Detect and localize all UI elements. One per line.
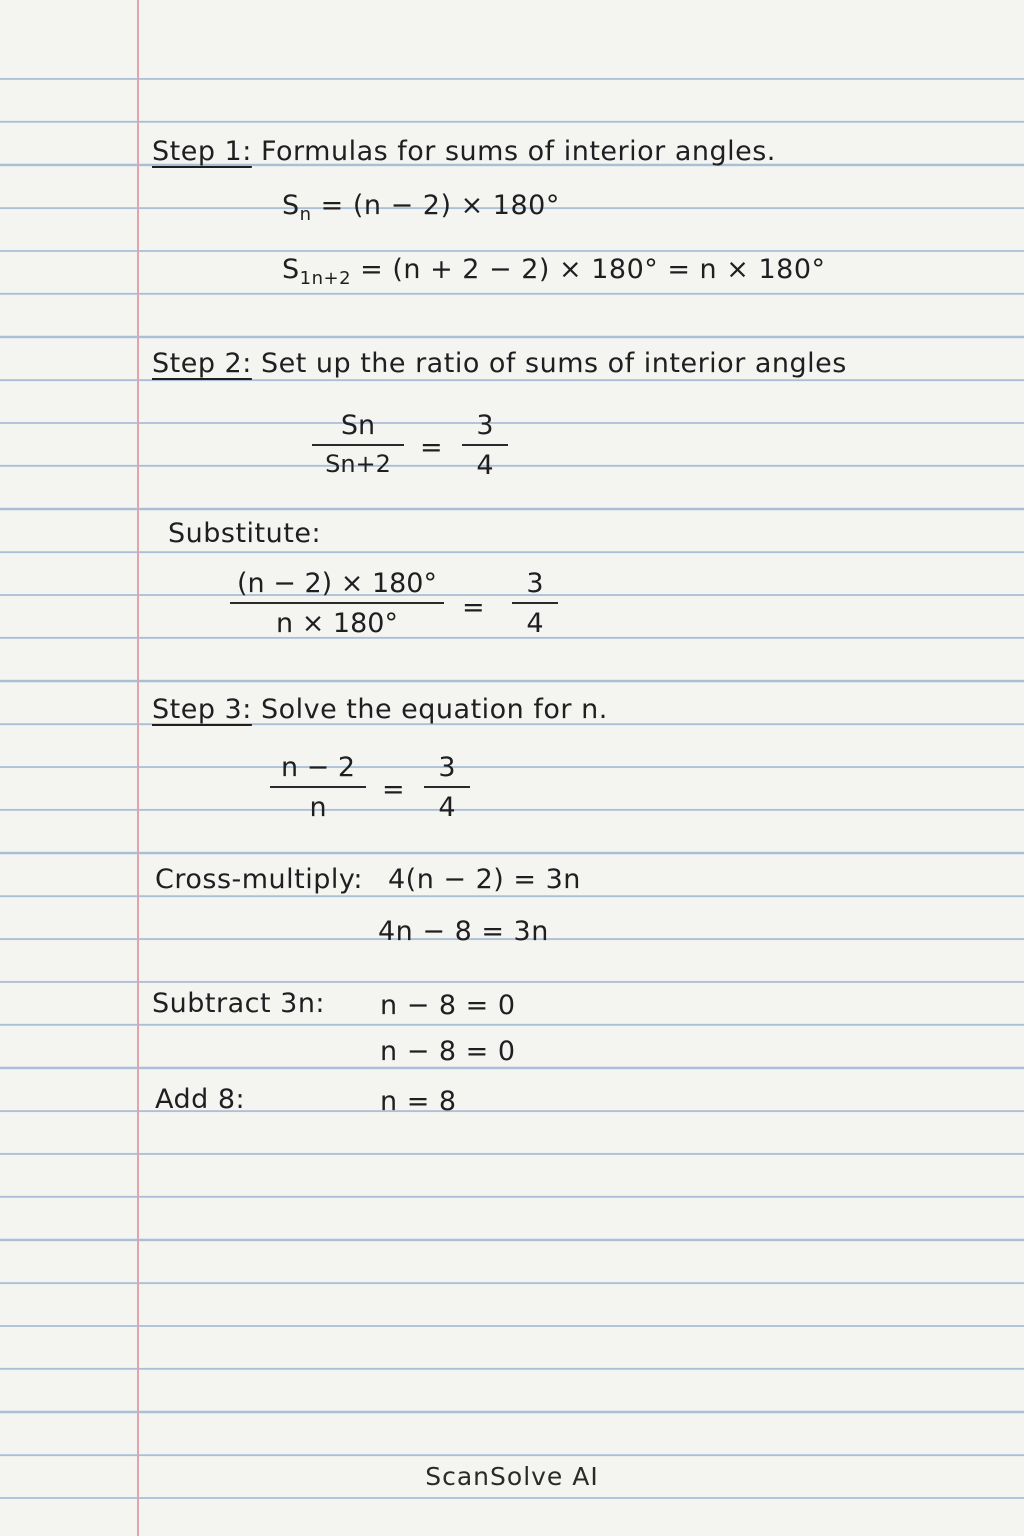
substitute-label: Substitute: <box>168 518 322 549</box>
ratio-rhs-denominator: 4 <box>476 450 494 481</box>
cross-multiply-label: Cross-multiply: <box>155 864 364 895</box>
step1-text: Formulas for sums of interior angles. <box>260 136 776 167</box>
step2-label: Step 2: <box>152 348 252 379</box>
step2-heading <box>152 348 847 379</box>
ratio-fraction <box>312 410 404 478</box>
add-equation: n = 8 <box>380 1086 457 1117</box>
substitute-equals: = <box>462 592 486 623</box>
fraction-bar <box>462 444 508 446</box>
step1-equation-2 <box>282 254 826 289</box>
step1-equation-1 <box>282 190 560 225</box>
substitute-rhs-numerator: 3 <box>526 568 544 599</box>
cross-multiply-equation-2: 4n − 8 = 3n <box>378 916 549 947</box>
cross-multiply-equation-1: 4(n − 2) = 3n <box>388 864 581 895</box>
step3-equals: = <box>382 774 406 805</box>
ratio-equals: = <box>420 432 444 463</box>
step3-heading <box>152 694 608 725</box>
step3-label: Step 3: <box>152 694 252 725</box>
ratio-denominator: Sn+2 <box>325 450 391 478</box>
ratio-numerator: Sn <box>340 410 376 441</box>
step3-text: Solve the equation for n. <box>260 694 608 725</box>
eq1-rhs: = (n − 2) × 180° <box>311 190 560 221</box>
fraction-bar <box>230 602 444 604</box>
step2-text: Set up the ratio of sums of interior angles <box>260 348 847 379</box>
add-label: Add 8: <box>155 1084 246 1115</box>
eq2-subscript: 1n+2 <box>299 268 352 289</box>
fraction-bar <box>312 444 404 446</box>
step1-heading <box>152 136 776 167</box>
subtract-equation-2: n − 8 = 0 <box>380 1036 516 1067</box>
eq2-rhs: = (n + 2 − 2) × 180° = n × 180° <box>351 254 826 285</box>
subtract-equation-1: n − 8 = 0 <box>380 990 516 1021</box>
step1-label: Step 1: <box>152 136 252 167</box>
eq2-lhs: S <box>282 254 300 285</box>
step3-fraction <box>270 752 366 823</box>
subtract-label: Subtract 3n: <box>152 988 326 1019</box>
substitute-denominator: n × 180° <box>276 608 398 639</box>
eq1-subscript: n <box>299 204 312 225</box>
fraction-bar <box>512 602 558 604</box>
eq1-lhs: S <box>282 190 300 221</box>
margin-line <box>137 0 139 1536</box>
step3-denominator: n <box>309 792 327 823</box>
fraction-bar <box>270 786 366 788</box>
footer-brand: ScanSolve AI <box>425 1462 599 1491</box>
fraction-bar <box>424 786 470 788</box>
step3-rhs-numerator: 3 <box>438 752 456 783</box>
substitute-rhs-denominator: 4 <box>526 608 544 639</box>
substitute-fraction <box>230 568 444 639</box>
substitute-rhs-fraction <box>512 568 558 639</box>
substitute-numerator: (n − 2) × 180° <box>237 568 437 599</box>
ratio-rhs-numerator: 3 <box>476 410 494 441</box>
ratio-rhs-fraction <box>462 410 508 481</box>
step3-rhs-fraction <box>424 752 470 823</box>
step3-rhs-denominator: 4 <box>438 792 456 823</box>
step3-numerator: n − 2 <box>280 752 356 783</box>
